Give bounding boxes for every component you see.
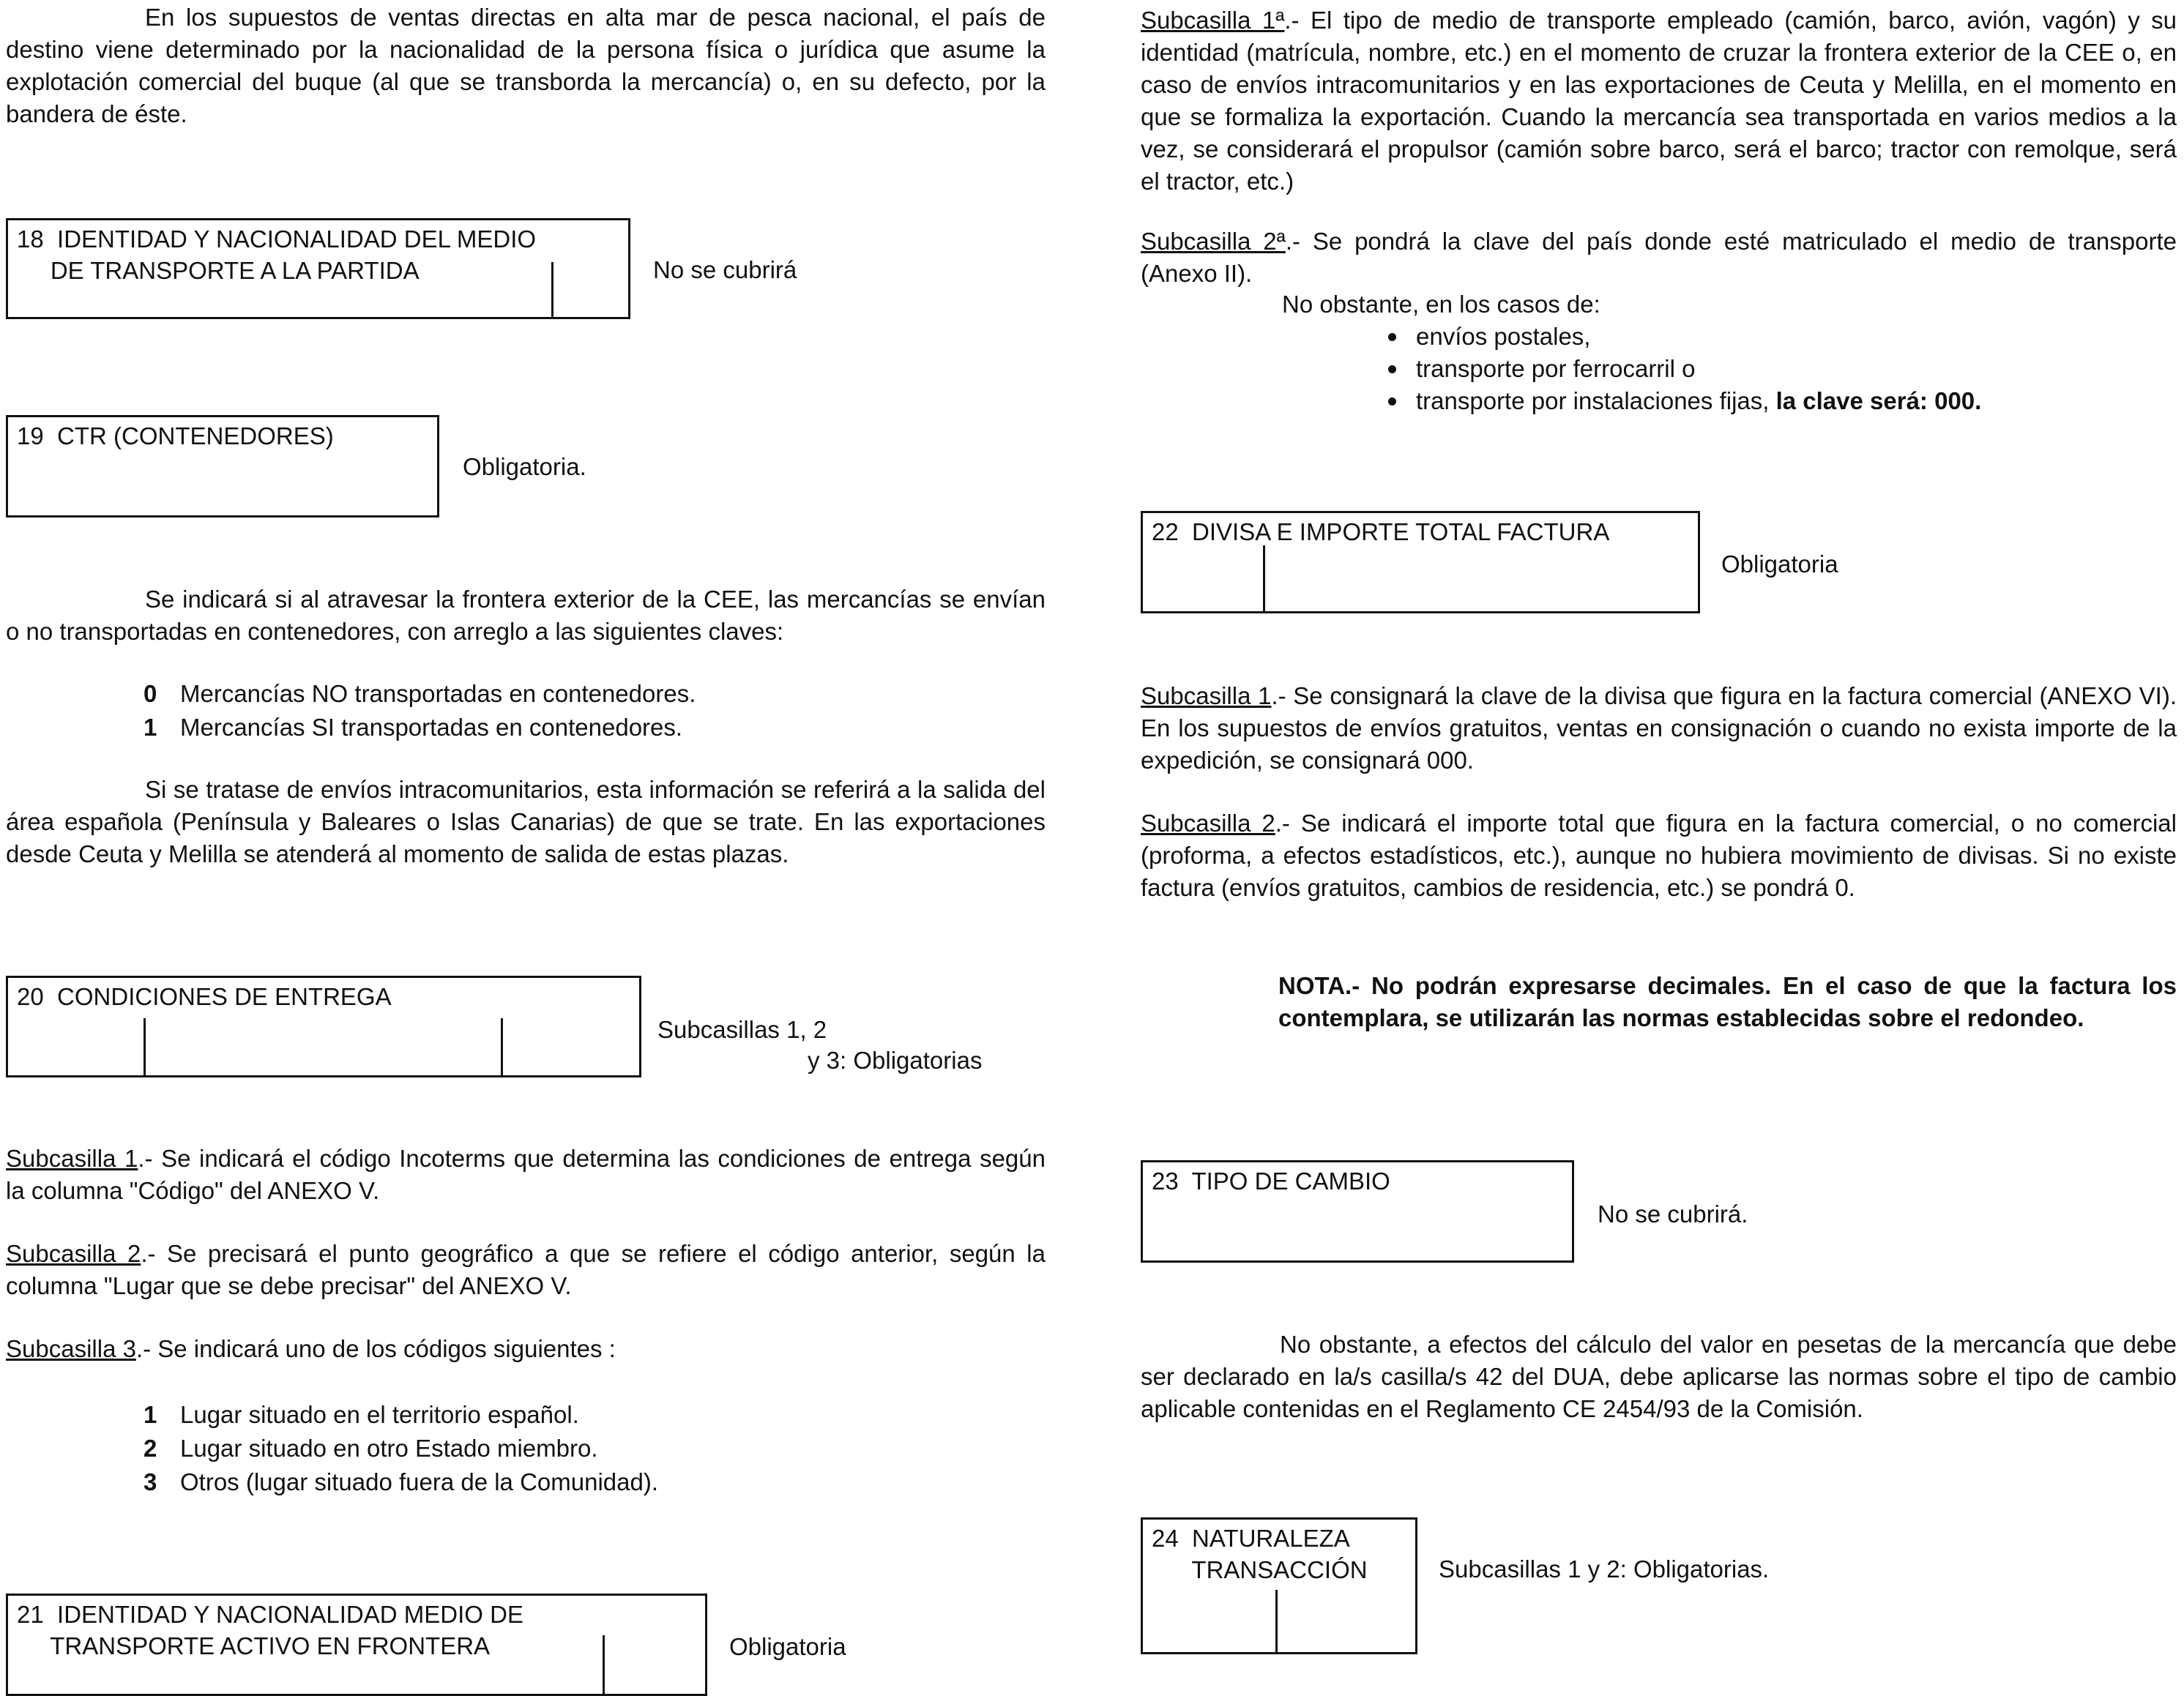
intro-paragraph: En los supuestos de ventas directas en alta mar de pesca nacional, el país de destino viene determinado por la nacionalidad de la persona física o jurídica que asume la explotación comercial del buque (al que se transborda la mercancía) o, en su defecto, por la bandera de éste. — [6, 4, 1046, 127]
box-19 — [6, 415, 439, 518]
box-22-subcasilla-2: Subcasilla 2.- Se indicará el importe total que figura en la factura comercial, o no comercial (proforma, a efectos estadísticos, etc.), aunque no hubiera movimiento de divisas. Si no existe factura (envíos gratuitos, cambios de residencia, etc.) se pondrá 0. — [1141, 810, 2177, 901]
subcasilla-2a: Subcasilla 2ª.- Se pondrá la clave del país donde esté matriculado el medio de transporte (Anexo II). — [1141, 228, 2177, 287]
box-18-divider — [551, 262, 554, 317]
box-23-title: 23 TIPO DE CAMBIO — [1152, 1168, 1390, 1195]
box-24-title: 24 NATURALEZA TRANSACCIÓN — [1152, 1525, 1368, 1583]
box-21 — [6, 1594, 707, 1696]
ctr-paragraph: Se indicará si al atravesar la frontera exterior de la CEE, las mercancías se envían o no transportadas en contenedores, con arreglo a las siguientes claves: — [6, 586, 1046, 645]
box-20-divider-1 — [144, 1018, 146, 1075]
box-22-note: Obligatoria — [1721, 550, 1838, 578]
subcasilla-1-left: Subcasilla 1.- Se indicará el código Incoterms que determina las condiciones de entrega según la columna "Código" del ANEXO V. — [6, 1145, 1046, 1204]
list-item: 1 Mercancías SI transportadas en contenedores. — [144, 714, 683, 741]
sub3-list — [144, 1399, 658, 1500]
subcasilla-2-left: Subcasilla 2.- Se precisará el punto geográfico a que se refiere el código anterior, según la columna "Lugar que se debe precisar" del ANEXO V. — [6, 1240, 1046, 1299]
subcasilla-1a: Subcasilla 1ª.- El tipo de medio de transporte empleado (camión, barco, avión, vagón) y su identidad (matrícula, nombre, etc.) en el momento de cruzar la frontera exterior de la CEE o, en caso de envíos intracomunitarios y en las exportaciones de Ceuta y Melilla, en el momento en que se formaliza la exportación. Cuando la mercancía sea transportada en varios medios a la vez, se considerará el propulsor (camión sobre barco, será el barco; tractor con remolque, será el tractor, etc.) — [1141, 7, 2177, 195]
box-19-note: Obligatoria. — [463, 453, 586, 480]
box-19-title: 19 CTR (CONTENEDORES) — [17, 422, 334, 449]
list-item: transporte por instalaciones fijas, la clave será: 000. — [1382, 385, 1981, 417]
box-18 — [6, 218, 630, 319]
list-item: 2 Lugar situado en otro Estado miembro. — [144, 1435, 598, 1462]
list-item: 0 Mercancías NO transportadas en contenedores. — [144, 680, 696, 707]
box-22-title: 22 DIVISA E IMPORTE TOTAL FACTURA — [1152, 518, 1610, 545]
box-21-title: 21 IDENTIDAD Y NACIONALIDAD MEDIO DE TRANSPORTE ACTIVO EN FRONTERA — [17, 1601, 523, 1659]
box-21-divider — [603, 1635, 605, 1694]
box-22 — [1141, 511, 1700, 613]
box-20-title: 20 CONDICIONES DE ENTREGA — [17, 983, 392, 1010]
box-20-note-1: Subcasillas 1, 2 — [657, 1016, 827, 1043]
subcasilla-3-left: Subcasilla 3.- Se indicará uno de los códigos siguientes : — [6, 1335, 616, 1362]
bullet-list — [1382, 321, 1981, 417]
list-item: envíos postales, — [1382, 321, 1981, 353]
box-20-note-2: y 3: Obligatorias — [808, 1047, 983, 1074]
box-23-note: No se cubrirá. — [1598, 1200, 1748, 1228]
box-22-divider — [1263, 545, 1265, 611]
box-18-note: No se cubrirá — [653, 256, 797, 283]
nota-paragraph: NOTA.- No podrán expresarse decimales. En el caso de que la factura los contemplara, se utilizarán las normas establecidas sobre el redondeo. — [1278, 972, 2177, 1031]
box-24-note: Subcasillas 1 y 2: Obligatorias. — [1439, 1555, 1770, 1583]
box-24 — [1141, 1517, 1417, 1654]
list-item: transporte por ferrocarril o — [1382, 353, 1981, 385]
list-item: 3 Otros (lugar situado fuera de la Comunidad). — [144, 1468, 659, 1495]
tipo-cambio-paragraph: No obstante, a efectos del cálculo del valor en pesetas de la mercancía que debe ser declarado en la/s casilla/s 42 del DUA, debe aplicarse las normas sobre el tipo de cambio aplicable contenidas en el Reglamento CE 2454/93 de la Comisión. — [1141, 1331, 2177, 1422]
box-22-subcasilla-1: Subcasilla 1.- Se consignará la clave de la divisa que figura en la factura comercial (ANEXO VI). En los supuestos de envíos gratuitos, ventas en consignación o cuando no exista importe de la expedición, se consignará 000. — [1141, 682, 2177, 774]
ctr-paragraph-2: Si se tratase de envíos intracomunitarios, esta información se referirá a la salida del área española (Península y Baleares o Islas Canarias) de que se trate. En las exportaciones desde Ceuta y Melilla se atenderá al momento de salida de estas plazas. — [6, 776, 1046, 867]
no-obstante-line: No obstante, en los casos de: — [1282, 291, 1600, 318]
box-18-title: 18 IDENTIDAD Y NACIONALIDAD DEL MEDIO DE TRANSPORTE A LA PARTIDA — [17, 225, 537, 284]
box-23 — [1141, 1160, 1574, 1263]
box-20 — [6, 976, 641, 1077]
box-20-divider-2 — [501, 1018, 503, 1075]
box-24-divider — [1275, 1590, 1278, 1652]
ctr-list — [144, 678, 696, 745]
list-item: 1 Lugar situado en el territorio español. — [144, 1401, 579, 1428]
box-21-note: Obligatoria — [729, 1633, 846, 1660]
